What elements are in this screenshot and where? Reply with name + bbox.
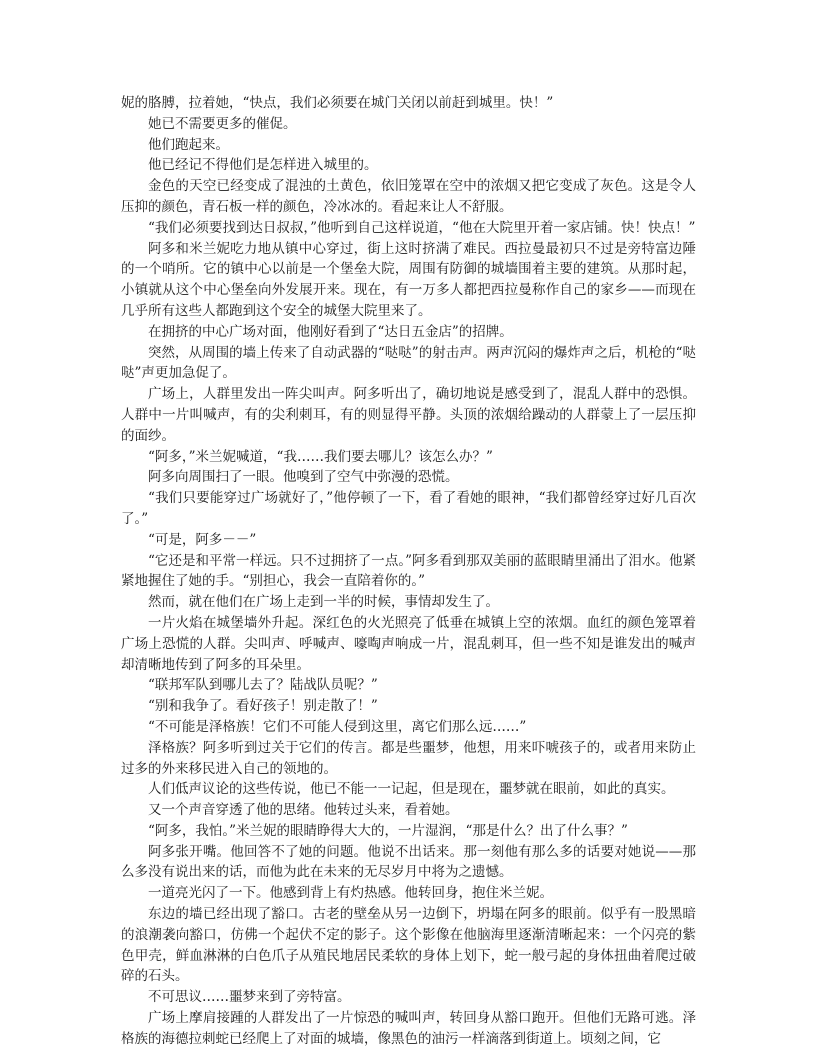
paragraph: 突然，从周围的墙上传来了自动武器的“哒哒”的射击声。两声沉闷的爆炸声之后，机枪的“哒哒”声更加急促了。 xyxy=(121,344,696,382)
paragraph: “阿多，”米兰妮喊道，“我……我们要去哪儿？该怎么办？” xyxy=(148,448,493,465)
paragraph: 妮的胳膊，拉着她，“快点，我们必须要在城门关闭以前赶到城里。快！” xyxy=(121,95,554,111)
paragraph: “可是，阿多－－” xyxy=(148,531,257,548)
paragraph: 在拥挤的中心广场对面，他刚好看到了“达日五金店”的招牌。 xyxy=(148,323,513,340)
paragraph: 又一个声音穿透了他的思绪。他转过头来，看着她。 xyxy=(148,802,459,819)
paragraph: 广场上摩肩接踵的人群发出了一片惊恐的喊叫声，转回身从豁口跑开。但他们无路可逃。泽格族的海德拉刺蛇已经爬上了对面的城墙，像黑色的油污一样滴落到街道上。顷刻之间，它 xyxy=(121,1010,696,1047)
document-page xyxy=(121,93,696,1050)
paragraph: 人们低声议论的这些传说，他已不能一一记起，但是现在，噩梦就在眼前，如此的真实。 xyxy=(148,781,675,798)
paragraph: “阿多，我怕。”米兰妮的眼睛睁得大大的，一片湿润，“那是什么？出了什么事？” xyxy=(148,822,628,839)
paragraph: “联邦军队到哪儿去了？陆战队员呢？” xyxy=(148,677,378,694)
paragraph: “我们只要能穿过广场就好了，”他停顿了一下，看了看她的眼神，“我们都曾经穿过好几百次了。” xyxy=(121,490,696,527)
paragraph: “我们必须要找到达日叔叔，”他听到自己这样说道，“他在大院里开着一家店铺。快！快点！” xyxy=(148,219,696,236)
paragraph: 阿多张开嘴。他回答不了她的问题。他说不出话来。那一刻他有那么多的话要对她说——那么多没有说出来的话，而他为此在未来的无尽岁月中将为之遗憾。 xyxy=(121,843,696,881)
paragraph: 他已经记不得他们是怎样进入城里的。 xyxy=(148,157,378,174)
paragraph: 泽格族？阿多听到过关于它们的传言。都是些噩梦，他想，用来吓唬孩子的，或者用来防止过多的外来移民进入自己的领地的。 xyxy=(121,739,696,777)
paragraph: 东边的墙已经出现了豁口。古老的壁垒从另一边倒下，坍塌在阿多的眼前。似乎有一股黑暗的浪潮袭向豁口，仿佛一个起伏不定的影子。这个影像在他脑海里逐渐清晰起来：一个闪亮的紫色甲壳，鲜血淋淋的白色爪子从殖民地居民柔软的身体上划下，蛇一般弓起的身体扭曲着爬过破碎的石头。 xyxy=(121,906,696,985)
paragraph: 他们跑起来。 xyxy=(148,136,229,153)
paragraph: 她已不需要更多的催促。 xyxy=(148,115,297,132)
paragraph: “它还是和平常一样远。只不过拥挤了一点。”阿多看到那双美丽的蓝眼睛里涌出了泪水。他紧紧地握住了她的手。“别担心，我会一直陪着你的。” xyxy=(121,552,696,590)
paragraph: 不可思议……噩梦来到了旁特富。 xyxy=(148,989,351,1006)
paragraph: 阿多和米兰妮吃力地从镇中心穿过，街上这时挤满了难民。西拉曼最初只不过是旁特富边陲的一个哨所。它的镇中心以前是一个堡垒大院，周围有防御的城墙围着主要的建筑。从那时起，小镇就从这个中心堡垒向外发展开来。现在，有一万多人都把西拉曼称作自己的家乡——而现在几乎所有这些人都跑到这个安全的城堡大院里来了。 xyxy=(121,240,696,319)
paragraph: 一片火焰在城堡墙外升起。深红色的火光照亮了低垂在城镇上空的浓烟。血红的颜色笼罩着广场上恐慌的人群。尖叫声、呼喊声、嚎啕声响成一片，混乱刺耳，但一些不知是谁发出的喊声却清晰地传到了阿多的耳朵里。 xyxy=(121,614,696,673)
paragraph: 广场上，人群里发出一阵尖叫声。阿多听出了，确切地说是感受到了，混乱人群中的恐惧。人群中一片叫喊声，有的尖利刺耳，有的则显得平静。头顶的浓烟给躁动的人群蒙上了一层压抑的面纱。 xyxy=(121,386,696,444)
paragraph: “不可能是泽格族！它们不可能人侵到这里，离它们那么远……” xyxy=(148,718,527,735)
paragraph: 金色的天空已经变成了混浊的土黄色，依旧笼罩在空中的浓烟又把它变成了灰色。这是令人压抑的颜色，青石板一样的颜色，冷冰冰的。看起来让人不舒服。 xyxy=(121,178,696,215)
paragraph: 然而，就在他们在广场上走到一半的时候，事情却发生了。 xyxy=(148,594,499,611)
paragraph: 阿多向周围扫了一眼。他嗅到了空气中弥漫的恐慌。 xyxy=(148,469,459,486)
paragraph: “别和我争了。看好孩子！别走散了！” xyxy=(148,698,378,715)
paragraph: 一道亮光闪了一下。他感到背上有灼热感。他转回身，抱住米兰妮。 xyxy=(148,885,553,902)
